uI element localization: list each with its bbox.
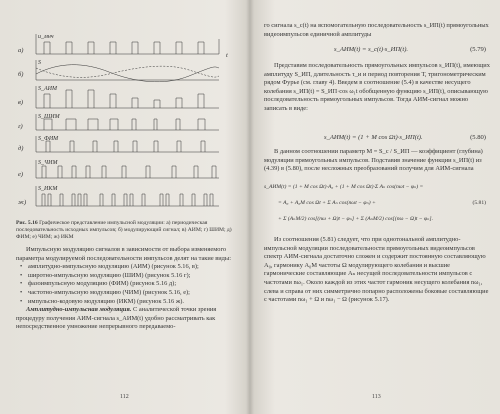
equation-number: (5.80) bbox=[470, 134, 486, 141]
list-item: • частотно-импульсную модуляцию (ЧИМ) (рисунок 5.16, е); bbox=[16, 289, 238, 298]
row-g-ikm bbox=[36, 186, 219, 206]
list-item: • фазоимпульсную модуляцию (ФИМ) (рисунок 5.16 д); bbox=[16, 280, 238, 289]
list-item: • амплитудно-импульсную модуляцию (АИМ) (рисунок 5.16, в); bbox=[16, 263, 238, 272]
figure-5-16 bbox=[14, 30, 240, 220]
row-label-b: б) bbox=[18, 71, 24, 78]
caption-label: Рис. 5.16 bbox=[16, 220, 38, 226]
row-label-d: г) bbox=[18, 123, 23, 130]
row-b-modulating bbox=[36, 60, 219, 82]
page-number-left: 112 bbox=[120, 394, 129, 400]
row-label-c: в) bbox=[18, 99, 23, 106]
y-label-c: S_АИМ bbox=[38, 86, 57, 92]
list-item: • импульсно-кодовую модуляцию (ИКМ) (рисунок 5.16 ж). bbox=[16, 298, 238, 307]
right-p3: В данном соотношении параметр M = S_c / S_ИП — коэффициент (глубина) модуляции прямоугольных импульсов. Подставив значение функции s_ИП(t) из (4.39) в (5.80), после несложных преобразований получим для АИМ-сигнала bbox=[264, 148, 483, 173]
right-p1: го сигнала s_c(t) на вспомогательную последовательность s_ИП(t) прямоугольных видеоимпульсов единичной амплитуды bbox=[264, 22, 489, 38]
left-page bbox=[0, 0, 248, 414]
section-text: С аналитической точки зрения процедуру получения АИМ-сигнала s_АИМ(t) удобно рассматривать как непосредственное умножение непрерывного передаваемо- bbox=[16, 306, 217, 331]
equation-body: s_АИМ(t) = (1 + M cos Ωt)·A₀ + (1 + M cos Ωt)·Σ Aₙ cos(nωt − φₙ) = bbox=[264, 184, 424, 190]
section-paragraph bbox=[16, 306, 238, 332]
equation-body: s_АИМ(t) = (1 + M cos Ωt)·s_ИП(t). bbox=[324, 134, 423, 141]
right-p4: Из соотношения (5.81) следует, что при однотональной амплитудно-импульсной модуляции последовательности прямоугольных видеоимпульсов спектр АИМ-сигнала достаточно сложен и содержит постоянную составляющую A₀, гармонику A₀M частоты Ω модулирующего колебания и высшие гармонические составляющие Aₙ несущей последовательности импульсов с частотами nω₁. Около каждой из этих частот гармоник несущего колебания nω₁, слева и справа от них симметрично попарно расположены боковые составляющие с частотами nω₁ + Ω и nω₁ − Ω (рисунок 5.17). bbox=[264, 236, 489, 304]
row-e-fim bbox=[36, 136, 219, 152]
right-page bbox=[252, 0, 500, 414]
row-label-a: а) bbox=[18, 47, 24, 54]
right-p2: Представим последовательность прямоугольных импульсов s_ИП(t), имеющих амплитуду S_ИП, длительность τ_и и период повторения T, тригонометрическим рядом Фурье (см. главу 4). Введем в соотношение (5.4) в качестве несущего колебания s_ИП(t) = S_ИП·cos ω₁t обобщенную функцию s_ИП(t), описывающую последовательность прямоугольных импульсов. Тогда АИМ-сигнал можно записать в виде: bbox=[264, 62, 490, 112]
equation-5-81b bbox=[264, 200, 490, 210]
row-label-e: д) bbox=[18, 145, 24, 152]
y-label-b: S bbox=[38, 60, 41, 66]
equation-5-80 bbox=[264, 134, 490, 144]
left-intro bbox=[16, 246, 238, 332]
row-label-g: ж) bbox=[18, 199, 27, 206]
equation-body: s_АИМ(t) = s_c(t)·s_ИП(t). bbox=[334, 46, 409, 53]
figure-caption bbox=[16, 220, 238, 240]
y-label-a: u_мнч bbox=[38, 34, 54, 40]
t-axis-label: t bbox=[226, 52, 228, 59]
row-label-f: е) bbox=[18, 171, 24, 178]
section-title: Амплитудно-импульсная модуляция. bbox=[26, 306, 132, 314]
y-label-g: S_ИКМ bbox=[38, 186, 58, 192]
equation-body: = A₀ + A₀M cos Ωt + Σ Aₙ cos(nωt − φₙ) + bbox=[278, 200, 376, 206]
modulation-list bbox=[16, 263, 238, 306]
equation-body: + Σ (AₙM/2) cos[(nω + Ω)t − φₙ] + Σ (AₙM/2) cos[(nω − Ω)t − φₙ]. bbox=[278, 216, 433, 222]
row-c-aim bbox=[36, 86, 219, 108]
row-f-chim bbox=[36, 160, 219, 178]
y-label-d: S_ШИМ bbox=[38, 114, 60, 120]
equation-5-81c bbox=[264, 216, 490, 226]
equation-number: (5.81) bbox=[472, 200, 486, 206]
caption-text: Графическое представление импульсной модуляции: а) периодическая последовательность исходных импульсов; б) модулирующий сигнал; в) АИМ; г) ШИМ; д) ФИМ; е) ЧИМ; ж) ИКМ bbox=[16, 220, 232, 240]
y-label-f: S_ЧИМ bbox=[38, 160, 58, 166]
y-label-e: S_ФИМ bbox=[38, 136, 59, 142]
row-d-shim bbox=[36, 114, 219, 130]
pulse-modulation-diagram bbox=[14, 30, 240, 220]
equation-5-81a bbox=[264, 184, 490, 194]
row-a-pulses bbox=[36, 34, 219, 54]
page-number-right: 113 bbox=[372, 394, 381, 400]
list-item: • широтно-импульсную модуляцию (ШИМ) (рисунок 5.16 г); bbox=[16, 272, 238, 281]
equation-5-79 bbox=[264, 46, 490, 56]
intro-paragraph: Импульсную модуляцию сигналов в зависимости от выбора изменяемого параметра модулируемой последовательности импульсов делят на такие виды: bbox=[16, 246, 232, 262]
equation-number: (5.79) bbox=[470, 46, 486, 53]
